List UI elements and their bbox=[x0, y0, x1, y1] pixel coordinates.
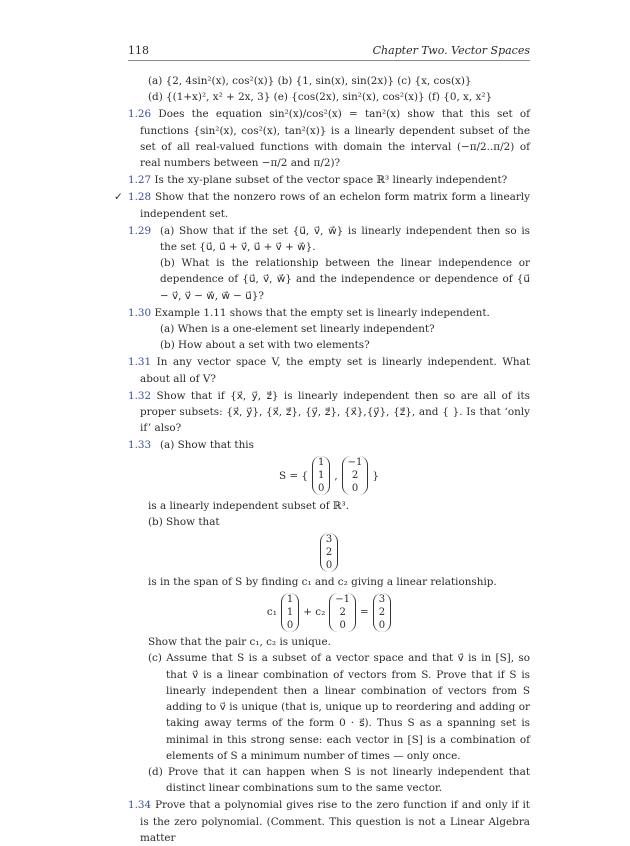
exercise-parts-d-f: (d) {(1+x)², x² + 2x, 3} (e) {cos(2x), sin²(x), cos²(x)} (f) {0, x, x²} bbox=[148, 91, 493, 104]
coefficient-c2: + c₂ bbox=[303, 606, 326, 619]
exercise-text: Example 1.11 shows that the empty set is linearly independent. bbox=[154, 306, 490, 319]
vector-entry: 1 bbox=[317, 457, 325, 469]
exercise-number[interactable]: 1.33 bbox=[128, 439, 152, 452]
vector-entry: 0 bbox=[378, 619, 386, 631]
exercise-1-30-part-a: (a) When is a one-element set linearly independent? bbox=[160, 323, 435, 336]
set-S-close: } bbox=[372, 469, 380, 482]
vector-entry: 2 bbox=[378, 606, 386, 618]
vector-1 bbox=[281, 593, 299, 632]
vector-entry: 0 bbox=[286, 619, 294, 631]
vector-entry: 3 bbox=[378, 593, 386, 605]
exercise-parts-a-c: (a) {2, 4sin²(x), cos²(x)} (b) {1, sin(x), sin(2x)} (c) {x, cos(x)} bbox=[148, 75, 472, 87]
set-S-label: S = { bbox=[278, 469, 308, 482]
vector-entry: 0 bbox=[339, 619, 346, 631]
vector-2 bbox=[329, 593, 356, 632]
vector-entry: 2 bbox=[325, 546, 333, 558]
exercise-number[interactable]: 1.26 bbox=[128, 108, 152, 121]
checkmark-icon: ✓ bbox=[114, 191, 123, 204]
exercise-text: Show that the nonzero rows of an echelon form matrix form a linearly independent set. bbox=[140, 191, 531, 220]
exercise-1-33-part-c: (c) Assume that S is a subset of a vector space and that v⃗ is in [S], so that v⃗ is a linear combination of vectors from S. Prove that if S is linearly independent then a linear combination of vectors from S adding to v⃗ is unique (that is, unique up to reordering and adding or taking away terms of the form 0 · s⃗). Thus S as a spanning set is minimal in this strong sense: each vector in [S] is a combination of elements of S a minimum number of times — only once. bbox=[148, 652, 530, 762]
page-number: 118 bbox=[128, 44, 149, 57]
exercise-part-a: (a) Show that if the set {u⃗, v⃗, w⃗} is linearly independent then so is the set {u⃗, u⃗ + v⃗, u⃗ + v⃗ + w⃗}. bbox=[160, 224, 530, 254]
exercise-number[interactable]: 1.31 bbox=[128, 356, 152, 369]
exercise-1-33-part-d: (d) Prove that it can happen when S is not linearly independent that distinct linear combinations sum to the same vector. bbox=[148, 765, 530, 795]
vector-1 bbox=[312, 456, 330, 495]
exercise-number[interactable]: 1.34 bbox=[128, 799, 152, 812]
exercise-text: In any vector space V, the empty set is linearly independent. What about all of V? bbox=[140, 356, 530, 385]
linear-relationship-equation bbox=[128, 590, 530, 634]
exercise-1-32 bbox=[128, 388, 530, 437]
exercise-1-33-a-continued: is a linearly independent subset of ℝ³. bbox=[148, 499, 350, 512]
exercise-1-30 bbox=[128, 305, 530, 321]
exercise-1-30-part-b: (b) How about a set with two elements? bbox=[160, 339, 370, 352]
vector-3 bbox=[373, 593, 391, 632]
vector-3 bbox=[320, 533, 338, 572]
exercise-number[interactable]: 1.29 bbox=[128, 224, 152, 237]
exercise-1-31 bbox=[128, 354, 530, 386]
vector-entry: 2 bbox=[351, 470, 359, 482]
exercise-1-33-b-end: Show that the pair c₁, c₂ is unique. bbox=[148, 636, 331, 649]
exercise-1-27 bbox=[128, 172, 530, 188]
exercise-1-28 bbox=[114, 189, 531, 221]
exercise-1-33 bbox=[128, 437, 530, 453]
exercise-1-34 bbox=[128, 797, 530, 846]
coefficient-c1: c₁ bbox=[266, 606, 277, 619]
vector-entry: −1 bbox=[335, 593, 351, 605]
comma: , bbox=[334, 469, 338, 482]
exercise-1-26 bbox=[128, 106, 530, 171]
exercise-1-33-part-b: (b) Show that bbox=[148, 515, 220, 528]
exercise-text: Prove that a polynomial gives rise to the zero function if and only if it is the zero polynomial. (Comment. This question is not a Linear Algebra matter bbox=[140, 799, 530, 844]
chapter-title: Chapter Two. Vector Spaces bbox=[372, 44, 530, 57]
vector-entry: −1 bbox=[347, 457, 363, 469]
vector-entry: 2 bbox=[339, 606, 346, 618]
vector-entry: 0 bbox=[317, 483, 325, 495]
exercise-text: Show that if {x⃗, y⃗, z⃗} is linearly independent then so are all of its proper subsets: {x⃗, y⃗}, {x⃗, z⃗}, {y⃗, z⃗}, {x⃗},{y⃗}, {z⃗}, and { }. Is that ‘only if’ also? bbox=[140, 389, 530, 435]
vector-entry: 0 bbox=[325, 559, 333, 571]
target-vector bbox=[128, 530, 530, 574]
page-header bbox=[128, 44, 530, 61]
exercise-text: Does the equation sin²(x)/cos²(x) = tan²(x) show that this set of functions {sin²(x), cos²(x), tan²(x)} is a linearly dependent subset of the set of all real-valued functions with domain the interval (−π/2..π/2) of real numbers between −π/2 and π/2)? bbox=[140, 108, 530, 170]
exercise-number[interactable]: 1.30 bbox=[128, 306, 152, 319]
exercise-1-33-b-continued: is in the span of S by finding c₁ and c₂ giving a linear relationship. bbox=[148, 576, 497, 589]
vector-entry: 3 bbox=[325, 533, 333, 545]
exercise-text: Is the xy-plane subset of the vector space ℝ³ linearly independent? bbox=[154, 174, 508, 187]
vector-entry: 1 bbox=[286, 593, 294, 605]
exercise-part-b: (b) What is the relationship between the linear independence or dependence of {u⃗, v⃗, w⃗} and the independence or dependence of {u⃗ − v⃗, v⃗ − w⃗, w⃗ − u⃗}? bbox=[160, 257, 530, 302]
page-body bbox=[114, 73, 531, 846]
vector-entry: 1 bbox=[286, 606, 294, 618]
set-S-equation bbox=[128, 454, 530, 498]
exercise-number[interactable]: 1.27 bbox=[128, 174, 152, 187]
exercise-number[interactable]: 1.32 bbox=[128, 389, 152, 402]
vector-entry: 0 bbox=[351, 483, 359, 495]
exercise-1-29 bbox=[128, 223, 530, 304]
vector-2 bbox=[342, 456, 369, 495]
exercise-part-a: (a) Show that this bbox=[160, 439, 254, 452]
exercise-number[interactable]: 1.28 bbox=[128, 191, 152, 204]
equals-sign: = bbox=[360, 606, 369, 619]
vector-entry: 1 bbox=[317, 470, 325, 482]
